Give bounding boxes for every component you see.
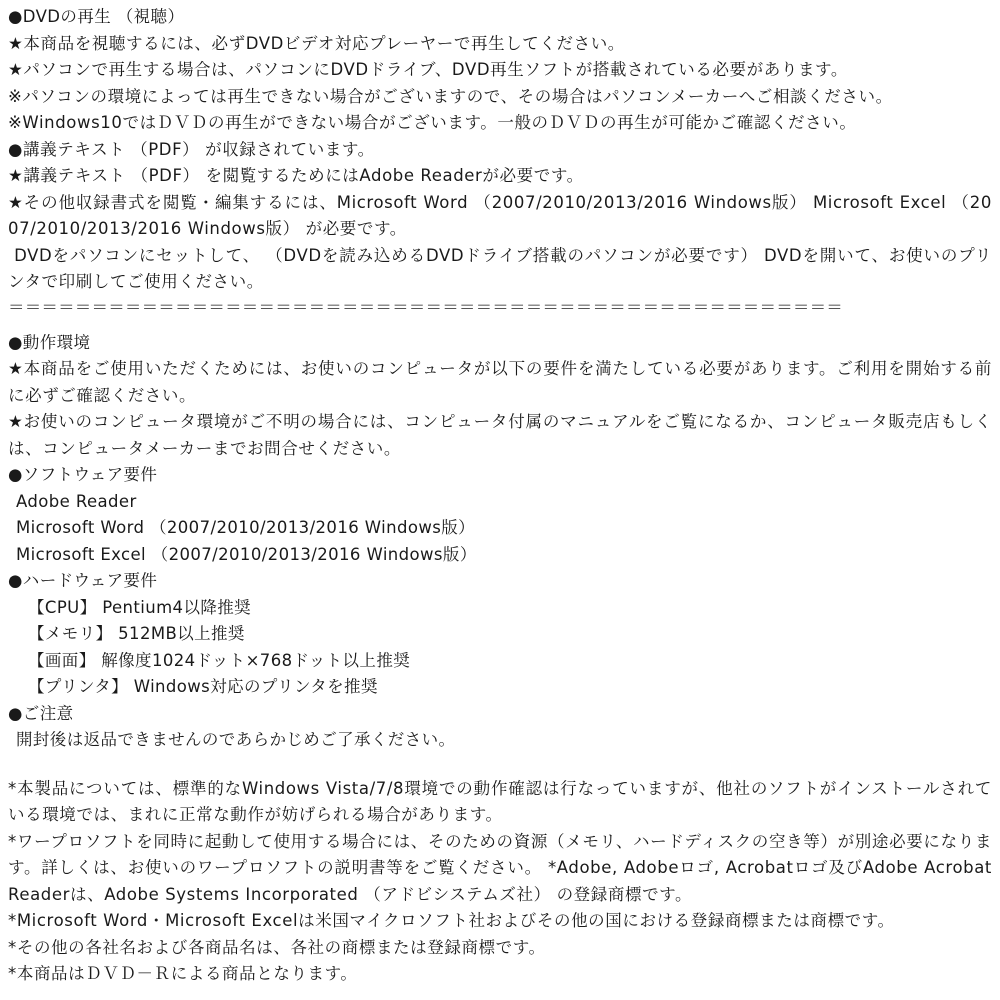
- hardware-item: 【メモリ】 512MB以上推奨: [28, 624, 245, 643]
- software-item: Microsoft Excel （2007/2010/2013/2016 Windows版）: [16, 544, 477, 564]
- operating-environment-heading: ●動作環境: [8, 332, 91, 352]
- footnote-dvd-r: *本商品はＤＶＤ－Ｒによる商品となります。: [8, 964, 358, 983]
- hardware-item: 【画面】 解像度1024ドット×768ドット以上推奨: [28, 650, 411, 670]
- dvd-note-print-usage: DVDをパソコンにセットして、 （DVDを読み込めるDVDドライブ搭載のパソコンが必要です） DVDを開いて、お使いのプリンタで印刷してご使用ください。: [8, 245, 992, 291]
- footnote-microsoft-trademark: *Microsoft Word・Microsoft Excelは米国マイクロソフト社およびその他の国における登録商標または商標です。: [8, 911, 895, 930]
- dvd-note-adobe-reader: ★講義テキスト （PDF） を閲覧するためにはAdobe Readerが必要です。: [8, 166, 584, 185]
- dvd-playback-heading: ●DVDの再生 （視聴）: [8, 7, 185, 26]
- env-note-unknown-environment: ★お使いのコンピュータ環境がご不明の場合には、コンピュータ付属のマニュアルをご覧になるか、コンピュータ販売店もしくは、コンピュータメーカーまでお問合せください。: [8, 412, 992, 458]
- section-divider: ＝＝＝＝＝＝＝＝＝＝＝＝＝＝＝＝＝＝＝＝＝＝＝＝＝＝＝＝＝＝＝＝＝＝＝＝＝＝＝＝＝＝＝＝＝＝＝＝＝＝: [8, 297, 843, 317]
- dvd-note-pdf-included: ●講義テキスト （PDF） が収録されています。: [8, 139, 375, 159]
- dvd-note-player: ★本商品を視聴するには、必ずDVDビデオ対応プレーヤーで再生してください。: [8, 33, 625, 53]
- software-item: Microsoft Word （2007/2010/2013/2016 Windows版）: [16, 518, 476, 537]
- footnote-resources-and-adobe: *ワープロソフトを同時に起動して使用する場合には、そのための資源（メモリ、ハードディスクの空き等）が別途必要になります。詳しくは、お使いのワープロソフトの説明書等をご覧ください。 *Adobe, Adobeロゴ, Acrobatロゴ及びAdobe Acrobat Readerは、Adobe Systems Incorporated （アドビシステムズ社） の登録商標です。: [8, 831, 998, 904]
- footnote-other-trademarks: *その他の各社名および各商品名は、各社の商標または登録商標です。: [8, 937, 546, 957]
- hardware-requirements-heading: ●ハードウェア要件: [8, 571, 158, 590]
- caution-heading: ●ご注意: [8, 703, 74, 723]
- software-item: Adobe Reader: [16, 491, 137, 511]
- hardware-item: 【CPU】 Pentium4以降推奨: [28, 597, 252, 617]
- spacer: [8, 320, 992, 330]
- env-note-requirements: ★本商品をご使用いただくためには、お使いのコンピュータが以下の要件を満たしている必要があります。ご利用を開始する前に必ずご確認ください。: [8, 359, 992, 405]
- dvd-note-pc-requirements: ★パソコンで再生する場合は、パソコンにDVDドライブ、DVD再生ソフトが搭載されている必要があります。: [8, 60, 848, 79]
- spacer: [8, 754, 992, 776]
- hardware-item: 【プリンタ】 Windows対応のプリンタを推奨: [28, 677, 378, 696]
- dvd-note-environment: ※パソコンの環境によっては再生できない場合がございますので、その場合はパソコンメーカーへご相談ください。: [8, 86, 893, 106]
- dvd-note-windows10: ※Windows10ではＤＶＤの再生ができない場合がございます。一般のＤＶＤの再生が可能かご確認ください。: [8, 113, 857, 132]
- footnote-compatibility: *本製品については、標準的なWindows Vista/7/8環境での動作確認は行なっていますが、他社のソフトがインストールされている環境では、まれに正常な動作が妨げられる場合があります。: [8, 778, 992, 824]
- dvd-note-office-required: ★その他収録書式を閲覧・編集するには、Microsoft Word （2007/2010/2013/2016 Windows版） Microsoft Excel （2007/2010/2013/2016 Windows版） が必要です。: [8, 192, 992, 238]
- software-requirements-heading: ●ソフトウェア要件: [8, 465, 158, 484]
- caution-text: 開封後は返品できませんのであらかじめご了承ください。: [16, 730, 456, 749]
